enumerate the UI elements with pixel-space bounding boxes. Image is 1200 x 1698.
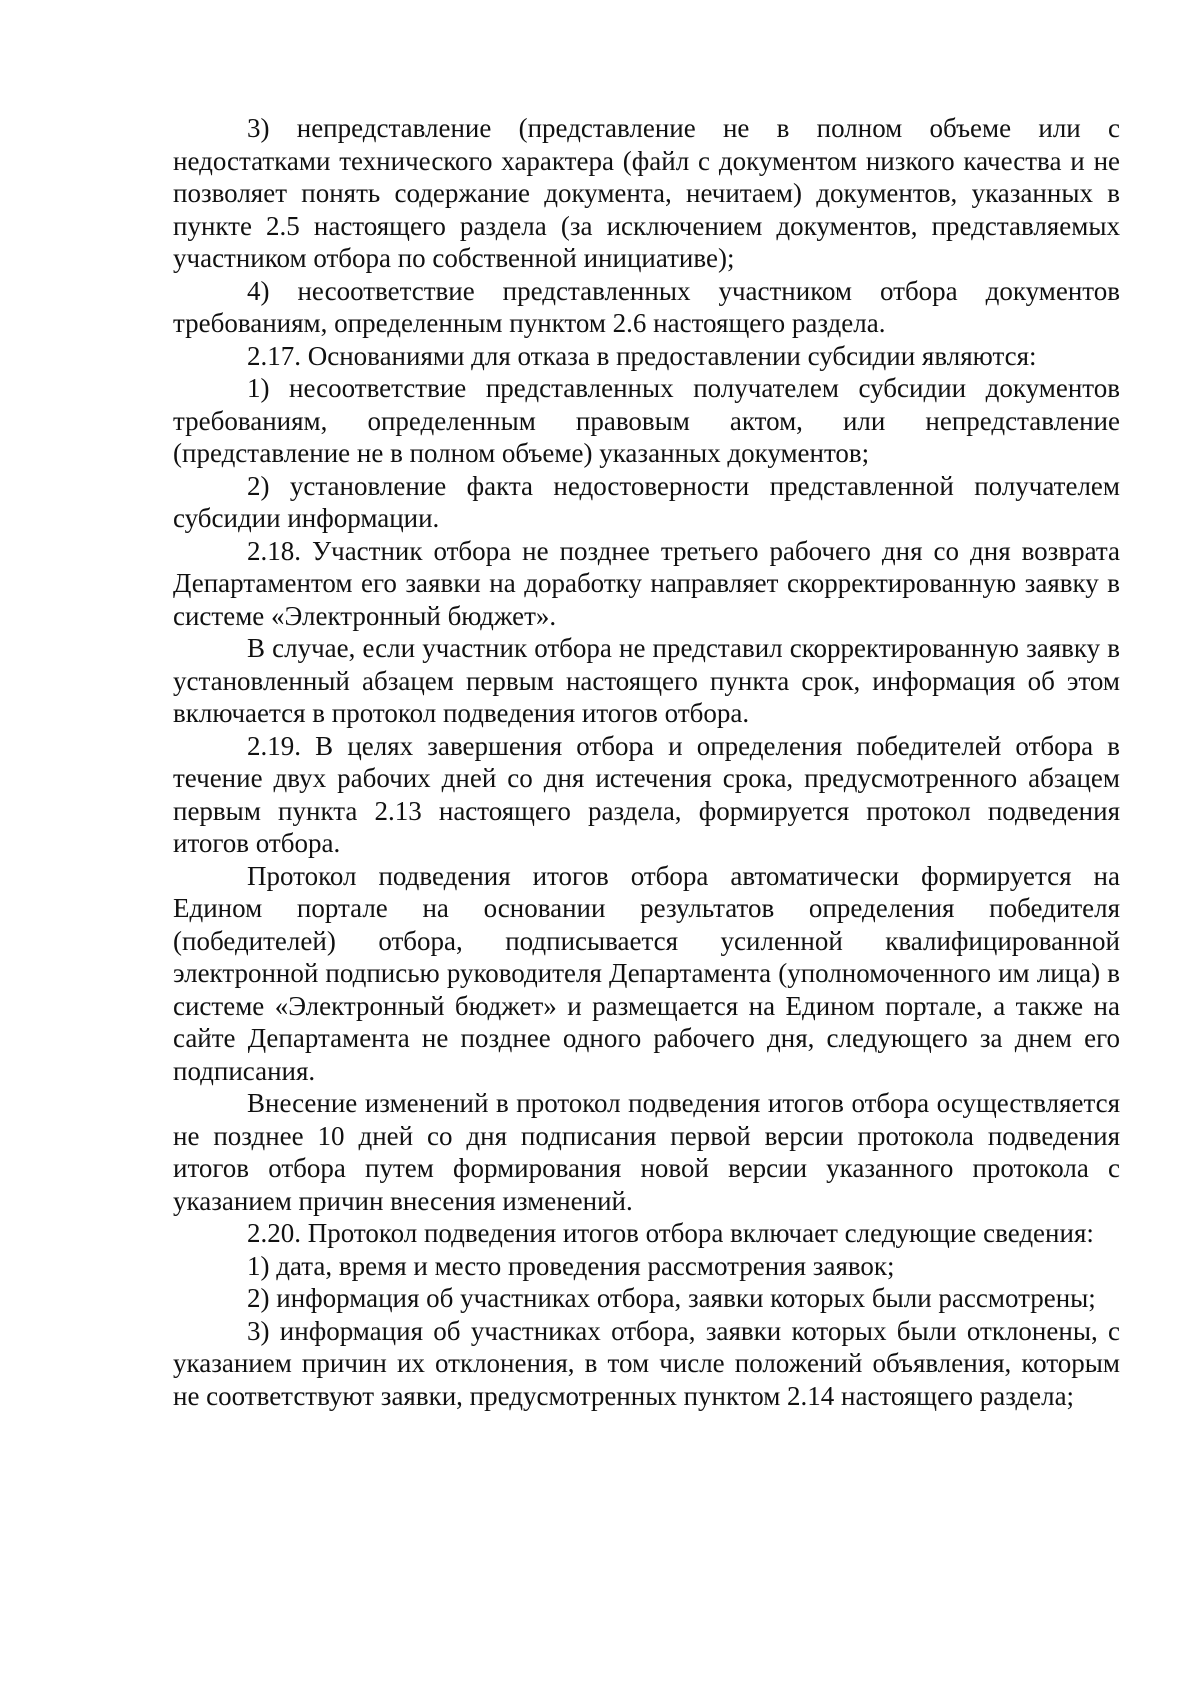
- paragraph-clause-2-20: 2.20. Протокол подведения итогов отбора включает следующие сведения:: [247, 1218, 1094, 1248]
- paragraph-protocol-item-2: 2) информация об участниках отбора, заявки которых были рассмотрены;: [247, 1283, 1096, 1313]
- paragraph-clause-2-18-case: В случае, если участник отбора не представил скорректированную заявку в установленный абзацем первым настоящего пункта срок, информация об этом включается в протокол подведения итогов отбора.: [173, 633, 1120, 728]
- paragraph-protocol-item-1: 1) дата, время и место проведения рассмотрения заявок;: [247, 1250, 895, 1281]
- paragraph-protocol-item-3: 3) информация об участниках отбора, заявки которых были отклонены, с указанием причин их отклонения, в том числе положений объявления, которым не соответствуют заявки, предусмотренных пунктом 2.14 настоящего раздела;: [173, 1315, 1120, 1411]
- paragraph-protocol-changes: Внесение изменений в протокол подведения итогов отбора осуществляется не позднее 10 дней со дня подписания первой версии протокола подведения итогов отбора путем формирования новой версии указанного протокола с указанием причин внесения изменений.: [173, 1088, 1120, 1216]
- document-page: [173, 112, 1120, 1412]
- paragraph-protocol-formation: Протокол подведения итогов отбора автоматически формируется на Едином портале на основании результатов определения победителя (победителей) отбора, подписывается усиленной квалифицированной электронной подписью руководителя Департамента (уполномоченного им лица) в системе «Электронный бюджет» и размещается на Едином портале, а также на сайте Департамента не позднее одного рабочего дня, следующего за днем его подписания.: [173, 860, 1120, 1086]
- paragraph-item-3-nepredstavlenie: 3) непредставление (представление не в полном объеме или с недостатками технического характера (файл с документом низкого качества и не позволяет понять содержание документа, нечитаем) документов, указанных в пункте 2.5 настоящего раздела (за исключением документов, представляемых участником отбора по собственной инициативе);: [173, 113, 1120, 273]
- paragraph-clause-2-17: 2.17. Основаниями для отказа в предоставлении субсидии являются:: [247, 340, 1037, 371]
- paragraph-item-4-nesootvetstvie: 4) несоответствие представленных участником отбора документов требованиям, определенным пунктом 2.6 настоящего раздела.: [173, 275, 1120, 338]
- paragraph-clause-2-19: 2.19. В целях завершения отбора и определения победителей отбора в течение двух рабочих дней со дня истечения срока, предусмотренного абзацем первым пункта 2.13 настоящего раздела, формируется протокол подведения итогов отбора.: [173, 730, 1120, 858]
- paragraph-clause-2-18: 2.18. Участник отбора не позднее третьего рабочего дня со дня возврата Департаментом его заявки на доработку направляет скорректированную заявку в системе «Электронный бюджет».: [173, 535, 1120, 631]
- paragraph-refusal-reason-2: 2) установление факта недостоверности представленной получателем субсидии информации.: [173, 470, 1120, 533]
- paragraph-refusal-reason-1: 1) несоответствие представленных получателем субсидии документов требованиям, определенным правовым актом, или непредставление (представление не в полном объеме) указанных документов;: [173, 373, 1120, 468]
